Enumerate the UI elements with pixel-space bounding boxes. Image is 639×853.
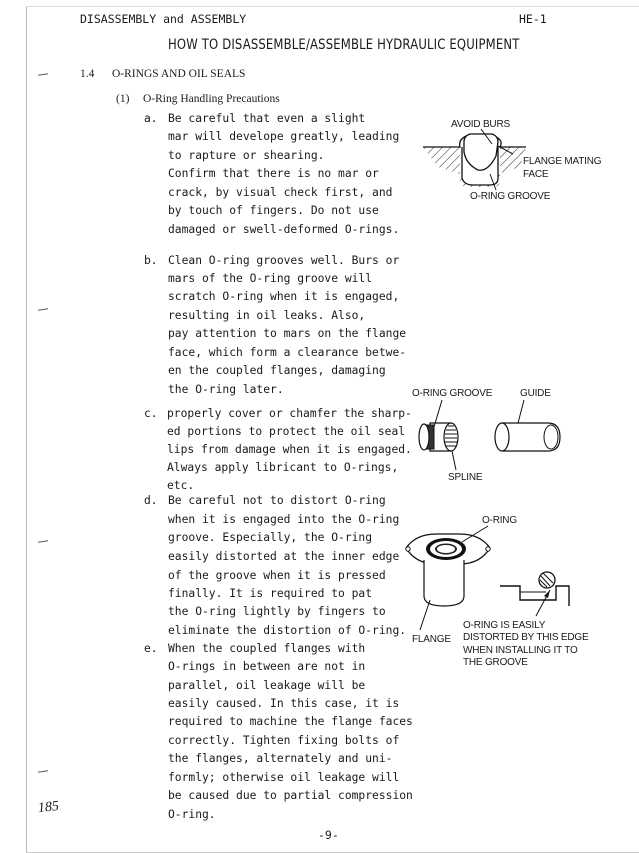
item-line: Always apply libricant to O-rings, — [167, 461, 399, 474]
item-line: eliminate the distortion of O-ring. — [168, 624, 407, 637]
item-line: easily caused. In this case, it is — [168, 697, 400, 710]
item-line: groove. Especially, the O-ring — [168, 531, 373, 544]
item-line: the flanges, alternately and uni- — [168, 752, 393, 765]
note-line: THE GROOVE — [463, 657, 528, 668]
note-line: WHEN INSTALLING IT TO — [463, 645, 578, 656]
label-oring-groove-1: O-RING GROOVE — [470, 191, 551, 202]
item-line: finally. It is required to pat — [168, 587, 373, 600]
label-flange-face: FACE — [523, 169, 549, 180]
item-line: by touch of fingers. Do not use — [168, 204, 379, 217]
header-left: DISASSEMBLY and ASSEMBLY — [80, 12, 247, 26]
item-line: pay attention to mars on the flange — [168, 327, 407, 340]
item-letter: b. — [144, 254, 158, 267]
item-line: en the coupled flanges, damaging — [168, 364, 386, 377]
item-line: crack, by visual check first, and — [168, 186, 393, 199]
item-line: Confirm that there is no mar or — [168, 167, 379, 180]
page-title: HOW TO DISASSEMBLE/ASSEMBLE HYDRAULIC EQUIPMENT — [168, 37, 520, 53]
item-line: damaged or swell-deformed O-rings. — [168, 223, 400, 236]
item-line: correctly. Tighten fixing bolts of — [168, 734, 400, 747]
item-line: Be careful that even a slight — [168, 112, 366, 125]
figure-spline-guide — [408, 395, 578, 485]
item-line: when it is engaged into the O-ring — [168, 513, 400, 526]
item-line: resulting in oil leaks. Also, — [168, 309, 366, 322]
item-line: mars of the O-ring groove will — [168, 272, 373, 285]
item-line: Be careful not to distort O-ring — [168, 494, 386, 507]
item-letter: c. — [144, 407, 158, 420]
item-line: of the groove when it is pressed — [168, 569, 386, 582]
item-line: parallel, oil leakage will be — [168, 679, 366, 692]
item-line: etc. — [167, 479, 195, 492]
label-avoid-burs: AVOID BURS — [451, 119, 510, 130]
label-guide: GUIDE — [520, 388, 551, 399]
item-line: ed portions to protect the oil seal — [167, 425, 406, 438]
page-number: -9- — [318, 828, 339, 842]
item-line: formly; otherwise oil leakage will — [168, 771, 400, 784]
item-line: lips from damage when it is engaged. — [167, 443, 412, 456]
item-line: be caused due to partial compression — [168, 789, 413, 802]
note-line: O-RING IS EASILY — [463, 620, 546, 631]
label-oring: O-RING — [482, 515, 517, 526]
item-letter: a. — [144, 112, 158, 125]
item-line: to rapture or shearing. — [168, 149, 325, 162]
item-line: required to machine the flange faces — [168, 715, 413, 728]
item-line: face, which form a clearance betwe- — [168, 346, 407, 359]
subsection-heading: O-Ring Handling Precautions — [143, 93, 280, 105]
header-right: HE-1 — [519, 12, 547, 26]
item-line: When the coupled flanges with — [168, 642, 366, 655]
item-line: the O-ring later. — [168, 383, 284, 396]
item-letter: e. — [144, 642, 158, 655]
section-number: 1.4 — [80, 68, 95, 80]
label-flange: FLANGE — [412, 634, 451, 645]
item-line: O-ring. — [168, 808, 216, 821]
handwritten-note: 185 — [37, 798, 60, 817]
section-heading: O-RINGS AND OIL SEALS — [112, 68, 246, 80]
label-spline: SPLINE — [448, 472, 483, 483]
item-line: mar will develope greatly, leading — [168, 130, 400, 143]
note-line: DISTORTED BY THIS EDGE — [463, 632, 589, 643]
subsection-number: (1) — [116, 93, 130, 105]
item-line: scratch O-ring when it is engaged, — [168, 290, 400, 303]
item-line: Clean O-ring grooves well. Burs or — [168, 254, 400, 267]
item-letter: d. — [144, 494, 158, 507]
item-line: easily distorted at the inner edge — [168, 550, 400, 563]
label-flange-mating: FLANGE MATING — [523, 156, 602, 167]
item-line: properly cover or chamfer the sharp- — [167, 407, 412, 420]
item-line: the O-ring lightly by fingers to — [168, 605, 386, 618]
item-line: O-rings in between are not in — [168, 660, 366, 673]
label-oring-groove-2: O-RING GROOVE — [412, 388, 493, 399]
